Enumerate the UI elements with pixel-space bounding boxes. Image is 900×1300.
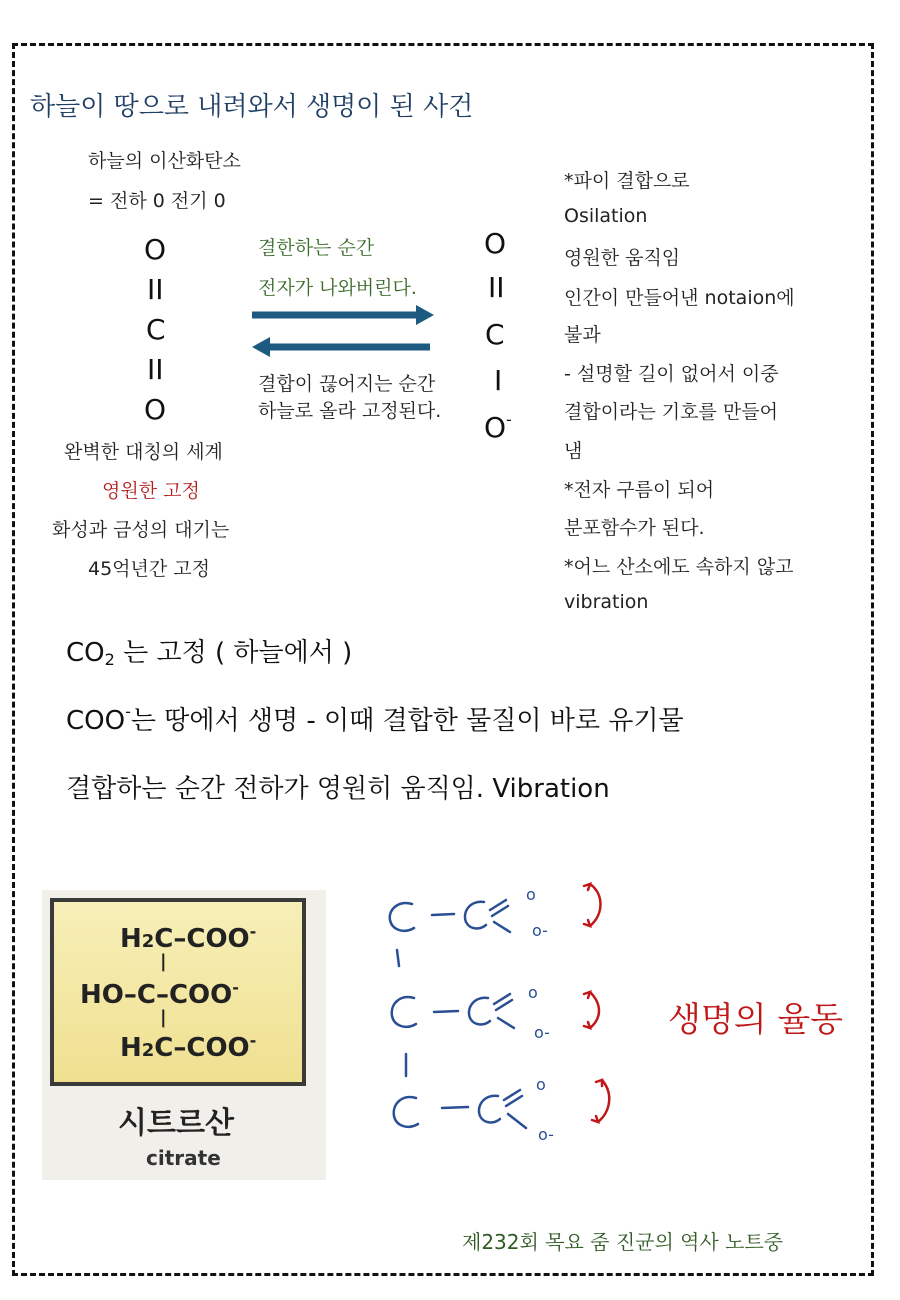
sketch-dash-3	[442, 1107, 468, 1108]
co2-top-oxygen: O	[144, 233, 167, 266]
right-line-5: 불과	[564, 324, 601, 346]
backward-arrow-head	[252, 337, 270, 357]
sketch-dash-1	[432, 914, 454, 915]
vibration-arrow-2	[590, 992, 599, 1028]
right-line-7: 결합이라는 기호를 만들어	[564, 401, 778, 423]
sketch-carbon-2b	[469, 998, 490, 1025]
right-line-6: - 설명할 길이 없어서 이중	[564, 363, 779, 385]
body-line-coo: COO-는 땅에서 생명 - 이때 결합한 물질이 바로 유기물	[66, 702, 684, 736]
body-line-co2: $CO_2$ 는 고정 ( 하늘에서 )	[66, 638, 353, 669]
vibration-arrow-3-head-b	[592, 1116, 598, 1122]
negative-charge: -	[506, 410, 512, 429]
sketch-single-bond-3	[508, 1114, 526, 1128]
right-line-3: 영원한 움직임	[564, 247, 681, 269]
carboxylate-sketch	[370, 870, 630, 1160]
bond-break-text: 결합이 끊어지는 순간	[258, 373, 436, 395]
sketch-o-3: o	[536, 1075, 546, 1094]
rhythm-of-life-label: 생명의 율동	[668, 1000, 844, 1040]
left-line-co2: 하늘의 이산화탄소	[88, 150, 241, 172]
vibration-arrow-1	[590, 884, 601, 926]
citrate-english-name: citrate	[146, 1146, 221, 1170]
page-title: 하늘이 땅으로 내려와서 생명이 된 사건	[30, 92, 474, 122]
reaction-arrows	[248, 300, 438, 360]
carboxylate-bottom-oxygen: O-	[484, 410, 512, 444]
footer-source: 제232회 목요 줌 진균의 역사 노트중	[462, 1230, 784, 1254]
electron-out-text: 전자가 나와버린다.	[258, 277, 417, 299]
bind-moment-text: 결한하는 순간	[258, 237, 375, 259]
citrate-row-2: HO–C–COO-	[80, 978, 239, 1010]
citrate-row-1: H2C–COO-	[120, 922, 257, 954]
body-line-vibration: 결합하는 순간 전하가 영원히 움직임. Vibration	[66, 774, 610, 804]
right-line-4: 인간이 만들어낸 notaion에	[564, 287, 795, 309]
carboxylate-double-bond: II	[488, 271, 505, 304]
sketch-carbon-1b	[465, 902, 486, 929]
sketch-carbon-3a	[394, 1097, 418, 1127]
right-line-12: vibration	[564, 591, 649, 613]
sketch-o-1: o	[526, 885, 536, 904]
co2-double-bond-2: II	[147, 353, 164, 386]
citrate-bond-1: |	[160, 951, 167, 972]
right-line-11: *어느 산소에도 속하지 않고	[564, 556, 794, 578]
sketch-o-minus-2: o-	[534, 1023, 550, 1042]
left-line-charge: = 전하 0 전기 0	[88, 190, 226, 212]
vibration-arrow-1-head-b	[584, 920, 590, 926]
forward-arrow-head	[416, 305, 434, 325]
sketch-o-2: o	[528, 983, 538, 1002]
right-line-1: *파이 결합으로	[564, 170, 690, 192]
right-line-2: Osilation	[564, 205, 648, 227]
rise-to-sky-text: 하늘로 올라 고정된다.	[258, 400, 442, 422]
caption-eternal-fixed: 영원한 고정	[102, 480, 200, 502]
vibration-arrow-2-head-b	[584, 1022, 590, 1028]
carboxylate-single-bond: I	[494, 364, 503, 397]
caption-mars-venus: 화성과 금성의 대기는	[52, 519, 230, 541]
sketch-vertical-1	[397, 950, 399, 966]
sketch-single-bond-2	[498, 1018, 514, 1028]
vibration-arrow-1-head-a	[584, 884, 590, 890]
sketch-o-minus-3: o-	[538, 1125, 554, 1144]
vibration-arrow-2-head-a	[584, 992, 590, 998]
vibration-arrow-3	[598, 1080, 609, 1122]
right-line-9: *전자 구름이 되어	[564, 479, 715, 501]
sketch-single-bond-1	[494, 922, 510, 932]
caption-45-billion: 45억년간 고정	[88, 558, 210, 580]
carboxylate-carbon: C	[485, 318, 505, 351]
sketch-carbon-3b	[479, 1096, 500, 1123]
sketch-dash-2	[434, 1011, 458, 1012]
co2-carbon: C	[146, 313, 166, 346]
right-line-10: 분포함수가 된다.	[564, 517, 705, 539]
co2-bottom-oxygen: O	[144, 393, 167, 426]
co2-double-bond-1: II	[147, 273, 164, 306]
caption-symmetry: 완벽한 대칭의 세계	[64, 441, 223, 463]
right-line-8: 냄	[564, 440, 583, 462]
sketch-o-minus-1: o-	[532, 921, 548, 940]
carboxylate-top-oxygen: O	[484, 227, 507, 260]
citrate-bond-2: |	[160, 1007, 167, 1028]
sketch-carbon-1a	[390, 903, 414, 931]
vibration-arrow-3-head-a	[596, 1080, 602, 1086]
sketch-carbon-2a	[392, 997, 416, 1027]
citrate-korean-name: 시트르산	[118, 1106, 234, 1141]
citrate-row-3: H2C–COO-	[120, 1031, 257, 1063]
